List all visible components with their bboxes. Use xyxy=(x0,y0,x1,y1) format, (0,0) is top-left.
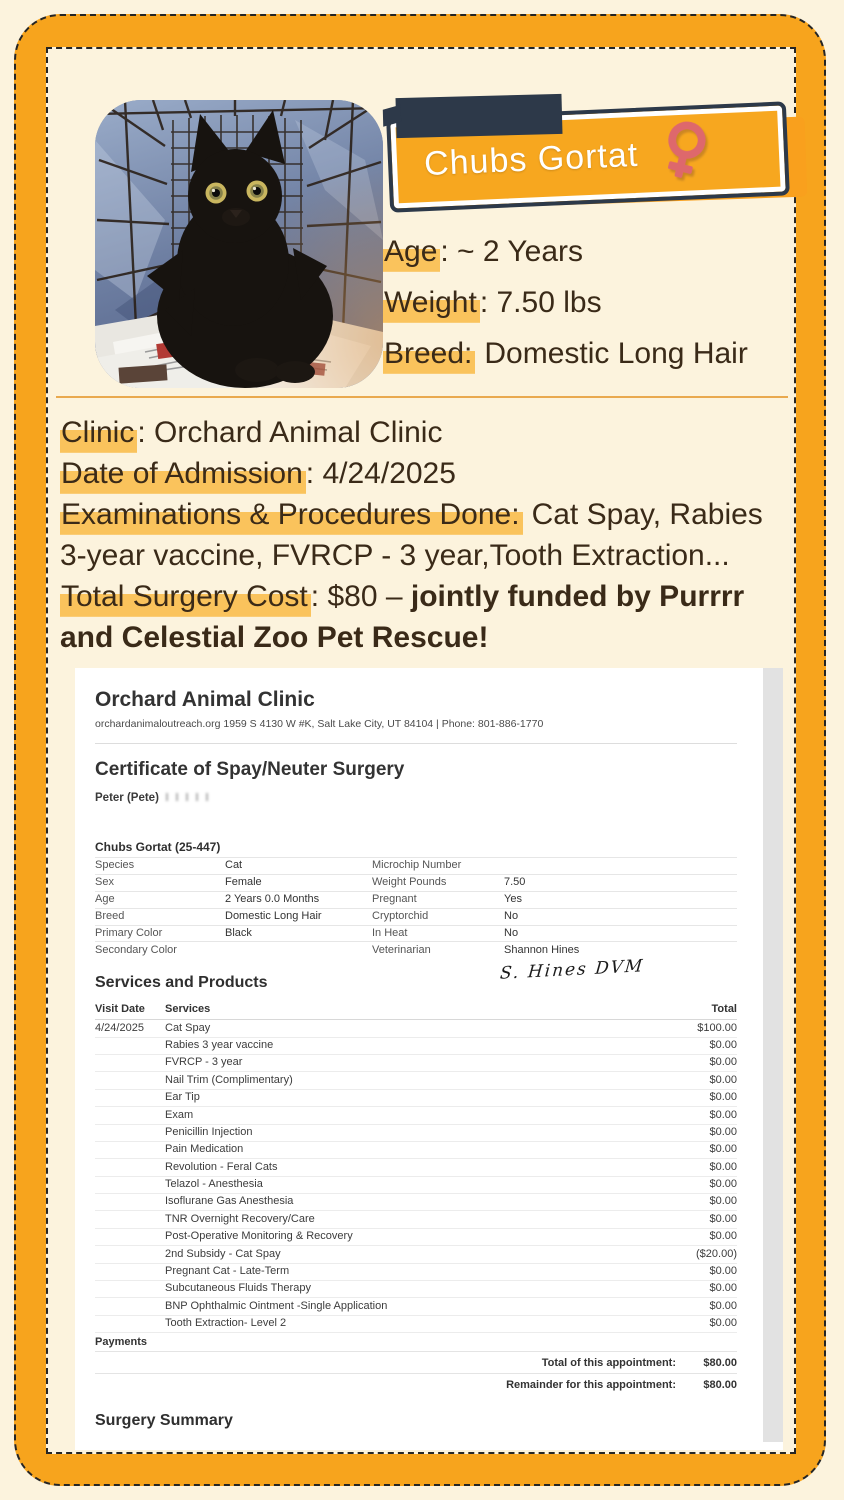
service-row: Exam $0.00 xyxy=(95,1107,737,1124)
service-row: 2nd Subsidy - Cat Spay ($20.00) xyxy=(95,1246,737,1263)
patient-details-row: Age 2 Years 0.0 Months Pregnant Yes xyxy=(95,891,737,908)
procedures-line: Examinations & Procedures Done: Cat Spay, Rabies xyxy=(60,494,800,535)
owner-name: Peter (Pete) xyxy=(95,792,737,804)
patient-details-table xyxy=(95,857,737,958)
pet-info-block xyxy=(383,226,803,379)
pet-weight-line: Weight : 7.50 lbs xyxy=(383,277,803,328)
patient-details-row: Secondary Color Veterinarian Shannon Hines xyxy=(95,941,737,958)
service-row: Rabies 3 year vaccine $0.00 xyxy=(95,1038,737,1055)
procedures-line-2: 3-year vaccine, FVRCP - 3 year,Tooth Extraction... xyxy=(60,539,730,572)
payments-row: Payments xyxy=(95,1333,737,1352)
clinic-summary-block xyxy=(60,412,800,658)
service-row: TNR Overnight Recovery/Care $0.00 xyxy=(95,1211,737,1228)
service-row: Revolution - Feral Cats $0.00 xyxy=(95,1159,737,1176)
patient-details-row: Species Cat Microchip Number xyxy=(95,857,737,874)
service-row: Subcutaneous Fluids Therapy $0.00 xyxy=(95,1281,737,1298)
cat-in-cage-illustration xyxy=(95,100,383,388)
column-visit-date: Visit Date xyxy=(95,1003,145,1016)
clinic-line: Clinic : Orchard Animal Clinic xyxy=(60,412,800,453)
service-row: Telazol - Anesthesia $0.00 xyxy=(95,1177,737,1194)
service-row: Ear Tip $0.00 xyxy=(95,1090,737,1107)
service-row: 4/24/2025 Cat Spay $100.00 xyxy=(95,1020,737,1037)
redacted-owner-surname xyxy=(166,793,212,801)
service-row: Post-Operative Monitoring & Recovery $0.00 xyxy=(95,1229,737,1246)
patient-details-row: Breed Domestic Long Hair Cryptorchid No xyxy=(95,908,737,925)
service-row: Pain Medication $0.00 xyxy=(95,1142,737,1159)
patient-details-row: Sex Female Weight Pounds 7.50 xyxy=(95,874,737,891)
services-table-header xyxy=(95,1000,737,1020)
certificate-document xyxy=(75,668,783,1450)
banner-top-bar xyxy=(396,94,563,138)
pet-photo xyxy=(95,100,383,388)
service-row: Tooth Extraction- Level 2 $0.00 xyxy=(95,1316,737,1333)
surgery-summary-title: Surgery Summary xyxy=(95,1412,233,1429)
pet-name: Chubs Gortat xyxy=(423,135,639,183)
pet-breed-line: Breed: Domestic Long Hair xyxy=(383,328,803,379)
female-icon xyxy=(657,116,712,193)
totals-block xyxy=(95,1352,737,1395)
service-row: BNP Ophthalmic Ointment -Single Application $0.00 xyxy=(95,1298,737,1315)
document-divider xyxy=(95,743,737,744)
pet-age-line: Age : ~ 2 Years xyxy=(383,226,803,277)
service-row: Penicillin Injection $0.00 xyxy=(95,1125,737,1142)
cost-line: Total Surgery Cost : $80 – jointly funded by Purrrr xyxy=(60,576,800,617)
document-scrollbar xyxy=(763,668,783,1442)
admission-date-line: Date of Admission : 4/24/2025 xyxy=(60,453,800,494)
cost-line-2: and Celestial Zoo Pet Rescue! xyxy=(60,621,489,654)
service-row: FVRCP - 3 year $0.00 xyxy=(95,1055,737,1072)
service-row: Pregnant Cat - Late-Term $0.00 xyxy=(95,1264,737,1281)
patient-details-row: Primary Color Black In Heat No xyxy=(95,925,737,942)
document-clinic-name: Orchard Animal Clinic xyxy=(95,688,315,711)
total-row: Remainder for this appointment: $80.00 xyxy=(506,1378,737,1391)
services-table xyxy=(95,1020,737,1333)
total-row: Total of this appointment: $80.00 xyxy=(95,1352,737,1374)
column-total: Total xyxy=(711,1003,737,1016)
section-divider xyxy=(56,396,788,398)
column-services: Services xyxy=(165,1003,211,1016)
veterinarian-signature: S. Hines DVM xyxy=(499,956,646,984)
service-row: Nail Trim (Complimentary) $0.00 xyxy=(95,1072,737,1089)
services-section-title: Services and Products xyxy=(95,974,268,992)
patient-header: Chubs Gortat (25-447) xyxy=(95,840,221,854)
certificate-title: Certificate of Spay/Neuter Surgery xyxy=(95,759,405,780)
document-clinic-address: orchardanimaloutreach.org 1959 S 4130 W #K, Salt Lake City, UT 84104 | Phone: 801-886-1770 xyxy=(95,718,544,730)
service-row: Isoflurane Gas Anesthesia $0.00 xyxy=(95,1194,737,1211)
